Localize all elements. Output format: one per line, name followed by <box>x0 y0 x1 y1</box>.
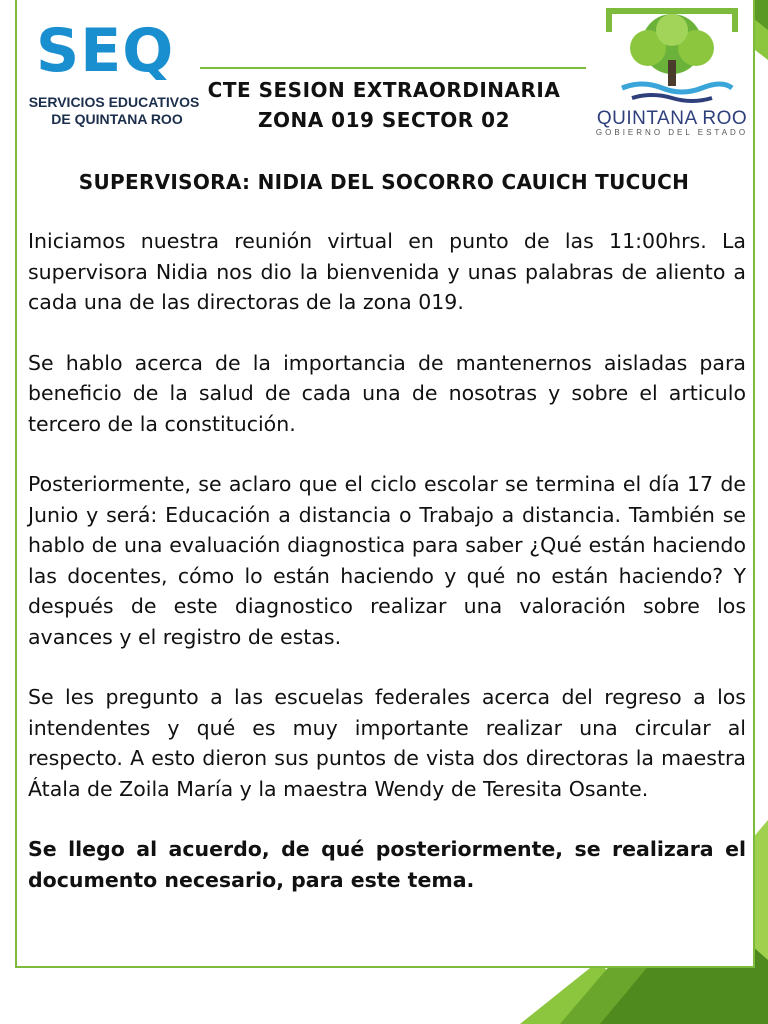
tree-icon <box>582 4 762 108</box>
paragraph: Se les pregunto a las escuelas federales acerca del regreso a los intendentes y qué es muy importante realizar una circular al respecto. A esto dieron sus puntos de vista dos directoras la maestra Átala de Zoila María y la maestra Wendy de Teresita Osante. <box>28 685 746 801</box>
supervisora-heading: SUPERVISORA: NIDIA DEL SOCORRO CAUICH TUCUCH <box>78 170 690 194</box>
paragraph: Iniciamos nuestra reunión virtual en punto de las 11:00hrs. La supervisora Nidia nos dio la bienvenida y unas palabras de aliento a cada una de las directoras de la zona 019. <box>28 229 746 314</box>
quintana-roo-logo-name: QUINTANA ROO <box>596 108 748 129</box>
paragraph: Se hablo acerca de la importancia de mantenernos aisladas para beneficio de la salud de cada una de nosotras y sobre el articulo tercero de la constitución. <box>28 350 746 436</box>
header-divider <box>200 67 586 69</box>
quintana-roo-logo <box>582 4 762 139</box>
quintana-roo-logo-subtitle: GOBIERNO DEL ESTADO <box>595 128 749 137</box>
seq-logo-letters: SEQ <box>36 16 175 86</box>
document-title-line2: ZONA 019 SECTOR 02 <box>258 108 510 132</box>
seq-logo-line2: DE QUINTANA ROO <box>51 111 183 127</box>
seq-logo <box>24 12 204 127</box>
agreement-paragraph: Se llego al acuerdo, de qué posteriormente, se realizara el documento necesario, para este tema. <box>28 837 746 892</box>
document-title-line1: CTE SESION EXTRAORDINARIA <box>207 78 561 102</box>
seq-logo-line1: SERVICIOS EDUCATIVOS <box>28 94 200 110</box>
document-body <box>28 226 746 895</box>
paragraph: Posteriormente, se aclaro que el ciclo escolar se termina el día 17 de Junio y será: Educación a distancia o Trabajo a distancia. También se hablo de una evaluación diagnostica para saber ¿Qué están haciendo las docentes, cómo lo están haciendo y qué no están haciendo? Y después de este diagnostico realizar una valoración sobre los avances y el registro de estas. <box>28 472 746 649</box>
